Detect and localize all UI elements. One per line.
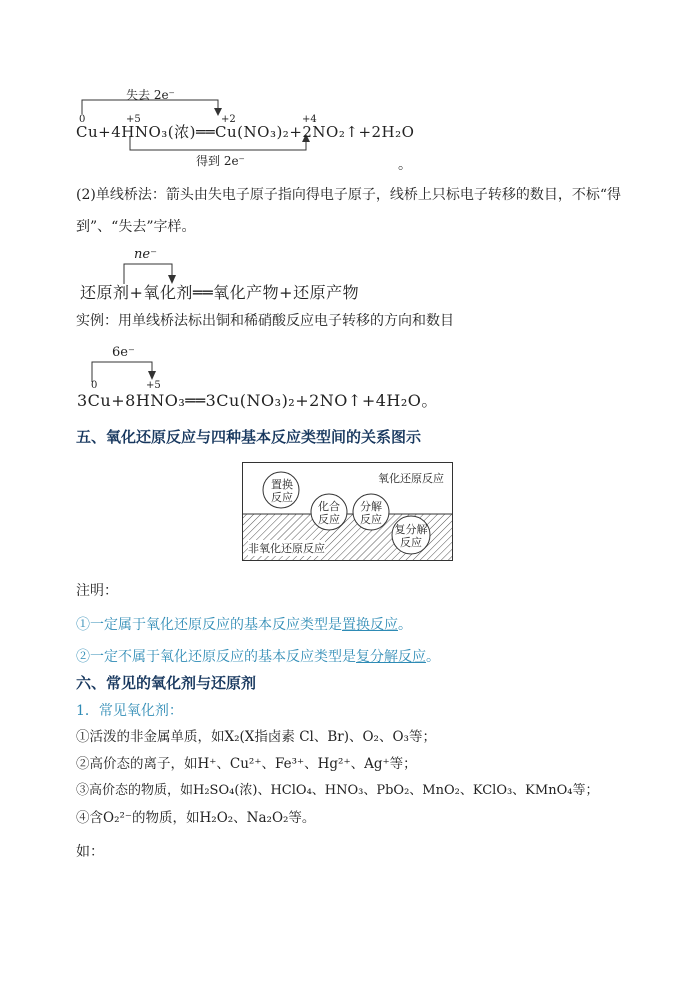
bridge-label-6e: 6e⁻ <box>112 345 135 360</box>
single-bridge-arrow-dilute <box>80 348 200 388</box>
ox-state-n2: +4 <box>302 114 317 125</box>
oxidant-item-1: ①活泼的非金属单质，如X₂(X指卤素 Cl、Br)、O₂、O₃等； <box>76 729 436 745</box>
venn-circle-combination: 化合 反应 <box>318 500 340 526</box>
bridge-label-lose: 失去 2e⁻ <box>126 88 175 102</box>
oxidant-item-2: ②高价态的离子，如H⁺、Cu²⁺、Fe³⁺、Hg²⁺、Ag⁺等； <box>76 756 417 772</box>
oxidant-item-3: ③高价态的物质，如H₂SO₄(浓)、HClO₄、HNO₃、PbO₂、MnO₂、KClO₃、KMnO₄等； <box>76 783 599 798</box>
note-2: ②一定不属于氧化还原反应的基本反应类型是复分解反应。 <box>76 649 440 665</box>
ox-state-n-dilute: +5 <box>146 380 161 391</box>
section-6-title: 六、常见的氧化剂与还原剂 <box>76 674 257 692</box>
notes-title: 注明： <box>76 583 118 599</box>
oxidant-subheading: 1．常见氧化剂： <box>76 703 183 719</box>
oxidant-item-4: ④含O₂²⁻的物质，如H₂O₂、Na₂O₂等。 <box>76 810 316 826</box>
equation-general: 还原剂+氧化剂══氧化产物+还原产物 <box>80 283 360 302</box>
note-2-answer: 复分解反应 <box>356 649 426 665</box>
venn-label-redox: 氧化还原反应 <box>378 472 444 485</box>
venn-label-nonredox: 非氧化还原反应 <box>248 542 325 555</box>
note-1: ①一定属于氧化还原反应的基本反应类型是置换反应。 <box>76 617 412 633</box>
single-bridge-desc-line1: (2)单线桥法：箭头由失电子原子指向得电子原子，线桥上只标电子转移的数目，不标“得 <box>76 187 621 203</box>
ru-label: 如： <box>76 844 104 860</box>
venn-circle-decomposition: 分解 反应 <box>360 500 382 526</box>
venn-circle-double-displacement: 复分解 反应 <box>394 523 428 549</box>
venn-circle-displacement: 置换 反应 <box>271 478 293 504</box>
bridge-label-gain: 得到 2e⁻ <box>196 154 245 168</box>
single-bridge-desc-line2: 到”、“失去”字样。 <box>76 219 196 235</box>
period-mark: 。 <box>398 157 412 173</box>
section-5-title: 五、氧化还原反应与四种基本反应类型间的关系图示 <box>76 428 422 446</box>
note-1-answer: 置换反应 <box>342 617 398 633</box>
bridge-label-ne: ne⁻ <box>134 247 157 262</box>
ox-state-cu-dilute: 0 <box>91 380 98 391</box>
example-text: 实例：用单线桥法标出铜和稀硝酸反应电子转移的方向和数目 <box>76 313 454 329</box>
equation-concentrated-nitric: Cu+4HNO₃(浓)══Cu(NO₃)₂+2NO₂↑+2H₂O <box>76 123 415 141</box>
ox-state-n: +5 <box>126 114 141 125</box>
equation-dilute-nitric: 3Cu+8HNO₃══3Cu(NO₃)₂+2NO↑+4H₂O。 <box>77 391 438 410</box>
ox-state-cu: 0 <box>79 114 86 125</box>
ox-state-cu2: +2 <box>221 114 236 125</box>
